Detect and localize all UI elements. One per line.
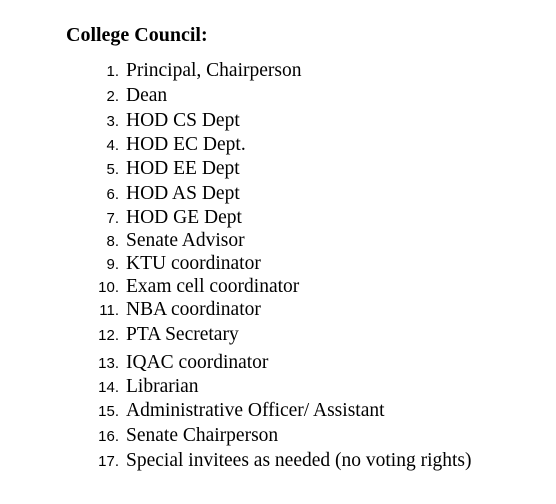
- list-item-text: HOD CS Dept: [126, 110, 240, 131]
- list-item-number: 12.: [98, 327, 119, 344]
- list-item-number: 8.: [106, 233, 119, 250]
- list-item-number: 5.: [106, 161, 119, 178]
- list-item-number: 17.: [98, 453, 119, 470]
- list-item-text: Dean: [126, 85, 168, 106]
- list-item-text: HOD AS Dept: [126, 183, 240, 204]
- list-item-text: Administrative Officer/ Assistant: [126, 400, 385, 421]
- list-item-text: IQAC coordinator: [126, 352, 269, 373]
- list-item-number: 9.: [106, 256, 119, 273]
- list-item-number: 4.: [106, 137, 119, 154]
- list-item-text: Principal, Chairperson: [126, 60, 302, 81]
- list-item-text: HOD GE Dept: [126, 207, 242, 228]
- list-item-text: HOD EE Dept: [126, 158, 240, 179]
- list-item-text: NBA coordinator: [126, 299, 261, 320]
- section-heading: College Council:: [66, 24, 208, 46]
- list-item-text: PTA Secretary: [126, 324, 239, 345]
- list-item-number: 16.: [98, 428, 119, 445]
- list-item-number: 10.: [98, 279, 119, 296]
- list-item-number: 1.: [106, 63, 119, 80]
- list-item-number: 11.: [99, 302, 119, 319]
- list-item-number: 2.: [106, 88, 119, 105]
- list-item-number: 3.: [106, 113, 119, 130]
- list-item-number: 15.: [98, 403, 119, 420]
- list-item-text: Senate Chairperson: [126, 425, 279, 446]
- list-item-text: Senate Advisor: [126, 230, 245, 251]
- list-item-text: Librarian: [126, 376, 199, 397]
- list-item-number: 6.: [106, 186, 119, 203]
- list-item-text: Special invitees as needed (no voting rights): [126, 450, 472, 471]
- list-item-text: HOD EC Dept.: [126, 134, 246, 155]
- list-item-number: 14.: [98, 379, 119, 396]
- list-item-text: Exam cell coordinator: [126, 276, 300, 297]
- list-item-number: 7.: [106, 210, 119, 227]
- list-item-number: 13.: [98, 355, 119, 372]
- list-item-text: KTU coordinator: [126, 253, 261, 274]
